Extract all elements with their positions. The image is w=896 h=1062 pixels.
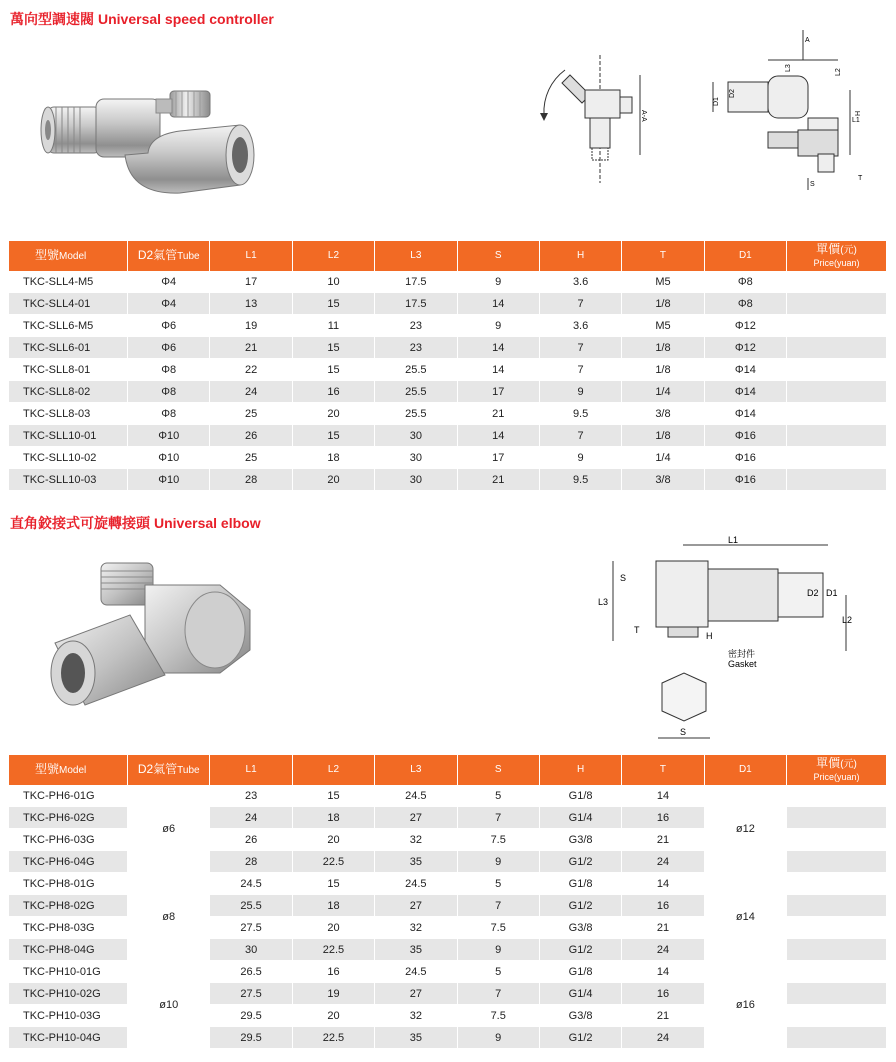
table-cell: ø8	[128, 873, 210, 961]
table-cell: G1/2	[539, 851, 621, 873]
diagram1-label-a: A	[805, 37, 810, 44]
universal-elbow-table	[9, 755, 886, 1049]
price-cell	[787, 1027, 886, 1049]
table-cell: 30	[375, 469, 457, 491]
table-cell: 25.5	[375, 359, 457, 381]
col-l3: L3	[375, 755, 457, 785]
table-cell	[787, 315, 886, 337]
table-cell: Φ16	[704, 469, 786, 491]
diagram2-label-d2: D2	[807, 588, 819, 598]
table-cell: G1/4	[539, 983, 621, 1005]
table-cell: 21	[210, 337, 292, 359]
table-cell: 9	[457, 315, 539, 337]
table-cell: 7.5	[457, 917, 539, 939]
table-cell: 7.5	[457, 829, 539, 851]
table-cell: 14	[622, 961, 704, 983]
table-cell: 35	[375, 939, 457, 961]
table-cell	[787, 381, 886, 403]
table-cell: 27.5	[210, 917, 292, 939]
table-cell: TKC-PH10-01G	[9, 961, 128, 983]
table-cell: 16	[622, 895, 704, 917]
table-cell: G3/8	[539, 829, 621, 851]
table-cell: 7	[539, 359, 621, 381]
table-row	[9, 315, 886, 337]
col-l2: L2	[292, 755, 374, 785]
diagram2-label-d1: D1	[826, 588, 838, 598]
section2-title	[10, 513, 261, 533]
table-cell: 7	[457, 807, 539, 829]
table-cell: TKC-PH10-02G	[9, 983, 128, 1005]
speed-controller-diagram-dims	[708, 30, 878, 190]
table-cell: 9	[539, 447, 621, 469]
table-cell: TKC-PH8-03G	[9, 917, 128, 939]
col-model: 型號Model	[9, 755, 128, 785]
table-cell: Φ12	[704, 337, 786, 359]
table-cell: TKC-PH6-01G	[9, 785, 128, 807]
diagram1-label-l3: L3	[785, 64, 792, 72]
table-cell: 16	[622, 983, 704, 1005]
table-cell: 24.5	[375, 785, 457, 807]
table-cell: 17.5	[375, 271, 457, 293]
col-d2-tube: D2氣管Tube	[128, 241, 210, 271]
table-cell: 24.5	[210, 873, 292, 895]
table-cell: TKC-PH10-03G	[9, 1005, 128, 1027]
table-cell: 25	[210, 403, 292, 425]
col-l3: L3	[375, 241, 457, 271]
col-l1: L1	[210, 241, 292, 271]
table-cell: TKC-SLL8-03	[9, 403, 128, 425]
section1-title	[10, 9, 274, 29]
table-cell: 25.5	[210, 895, 292, 917]
table-cell: 1/8	[622, 337, 704, 359]
table-cell: Φ16	[704, 447, 786, 469]
table-cell: Φ10	[128, 447, 210, 469]
table-row	[9, 447, 886, 469]
table-cell: 17.5	[375, 293, 457, 315]
table-cell: 20	[292, 917, 374, 939]
table-cell: G1/2	[539, 895, 621, 917]
table-cell: 24.5	[375, 873, 457, 895]
table-cell: G1/2	[539, 939, 621, 961]
table-cell: TKC-SLL6-M5	[9, 315, 128, 337]
table-cell: 15	[292, 359, 374, 381]
table-cell: 9	[457, 1027, 539, 1049]
price-cell	[787, 829, 886, 851]
table-cell: Φ4	[128, 271, 210, 293]
diagram1-label-s: S	[810, 181, 815, 188]
table-cell: 7	[539, 425, 621, 447]
table-cell: 18	[292, 447, 374, 469]
table-cell: Φ8	[128, 381, 210, 403]
table-cell: 23	[375, 315, 457, 337]
table-cell: 17	[457, 381, 539, 403]
diagram1-label-aa: A-A	[640, 110, 647, 122]
section2-title-cn: 直角鉸接式可旋轉接頭	[10, 515, 150, 531]
diagram2-label-l2: L2	[842, 615, 853, 625]
table-cell: 35	[375, 1027, 457, 1049]
table-row	[9, 381, 886, 403]
diagram1-label-d2: D2	[729, 89, 736, 98]
diagram1-label-l1: L1	[852, 117, 860, 124]
table-cell: 19	[292, 983, 374, 1005]
table-cell: 15	[292, 785, 374, 807]
table-cell: G1/8	[539, 961, 621, 983]
col-s: S	[457, 241, 539, 271]
table-cell: 30	[210, 939, 292, 961]
table-cell: 17	[210, 271, 292, 293]
table-cell: 24	[622, 939, 704, 961]
table-row	[9, 961, 886, 983]
table-cell: 24	[622, 1027, 704, 1049]
table-cell	[787, 271, 886, 293]
diagram1-label-t: T	[858, 175, 863, 182]
table-cell: TKC-SLL6-01	[9, 337, 128, 359]
table-cell: 15	[292, 425, 374, 447]
price-cell	[787, 983, 886, 1005]
table-cell	[787, 425, 886, 447]
table-cell: M5	[622, 271, 704, 293]
table-cell: 14	[457, 337, 539, 359]
table-cell: 7	[457, 983, 539, 1005]
table-cell: 21	[622, 1005, 704, 1027]
table-cell: 5	[457, 785, 539, 807]
col-h: H	[539, 755, 621, 785]
table-cell	[787, 447, 886, 469]
price-cell	[787, 873, 886, 895]
table-cell: 14	[457, 425, 539, 447]
table-cell: 22.5	[292, 939, 374, 961]
table-cell: 1/4	[622, 381, 704, 403]
table-cell: 22	[210, 359, 292, 381]
diagram2-label-l1: L1	[728, 535, 739, 545]
table-cell: 21	[457, 469, 539, 491]
table-cell: 21	[622, 917, 704, 939]
table-cell: TKC-SLL8-02	[9, 381, 128, 403]
table-cell: 1/8	[622, 425, 704, 447]
section1-title-en: Universal speed controller	[98, 11, 274, 27]
table-cell: ø12	[704, 785, 786, 873]
table-cell: 25.5	[375, 381, 457, 403]
table-cell: 15	[292, 293, 374, 315]
table-cell: 14	[622, 873, 704, 895]
table-cell	[787, 469, 886, 491]
table-cell: 26	[210, 829, 292, 851]
table-cell: 14	[622, 785, 704, 807]
table-cell: 18	[292, 895, 374, 917]
table-cell: 3.6	[539, 315, 621, 337]
table-cell: 16	[292, 381, 374, 403]
table-cell: 24	[210, 807, 292, 829]
table-cell: 23	[375, 337, 457, 359]
table-cell: 1/4	[622, 447, 704, 469]
table-cell: 13	[210, 293, 292, 315]
table-cell: 3/8	[622, 403, 704, 425]
table-cell: 35	[375, 851, 457, 873]
price-cell	[787, 895, 886, 917]
table-row	[9, 359, 886, 381]
col-d1: D1	[704, 241, 786, 271]
table-row	[9, 271, 886, 293]
col-d1: D1	[704, 755, 786, 785]
price-cell	[787, 917, 886, 939]
table-row	[9, 873, 886, 895]
table-cell: TKC-PH6-02G	[9, 807, 128, 829]
price-cell	[787, 1005, 886, 1027]
table-cell: G3/8	[539, 1005, 621, 1027]
table-cell: Φ4	[128, 293, 210, 315]
table-cell: 1/8	[622, 359, 704, 381]
table-cell	[787, 337, 886, 359]
speed-controller-diagram-side	[530, 55, 665, 185]
table-cell: TKC-PH6-04G	[9, 851, 128, 873]
section2-title-en: Universal elbow	[154, 515, 261, 531]
table2-header-row	[9, 755, 886, 785]
table-cell: ø14	[704, 873, 786, 961]
col-price: 單價(元) Price(yuan)	[787, 755, 886, 785]
table-cell: Φ8	[704, 271, 786, 293]
table-cell: Φ8	[704, 293, 786, 315]
price-cell	[787, 851, 886, 873]
table-cell: 22.5	[292, 1027, 374, 1049]
table-cell: TKC-SLL4-01	[9, 293, 128, 315]
price-cell	[787, 785, 886, 807]
table-cell: 14	[457, 293, 539, 315]
table-cell: 29.5	[210, 1027, 292, 1049]
table-cell: G1/4	[539, 807, 621, 829]
table-cell: 19	[210, 315, 292, 337]
table-cell: 1/8	[622, 293, 704, 315]
section1-title-cn: 萬向型調速閥	[10, 11, 94, 27]
table-cell: 32	[375, 1005, 457, 1027]
table-cell: TKC-PH8-02G	[9, 895, 128, 917]
table-cell: G1/2	[539, 1027, 621, 1049]
table-cell: ø6	[128, 785, 210, 873]
table-cell: 27	[375, 895, 457, 917]
table-cell: 15	[292, 337, 374, 359]
table-cell: 24.5	[375, 961, 457, 983]
col-l1: L1	[210, 755, 292, 785]
table-cell: 29.5	[210, 1005, 292, 1027]
table-cell: 25	[210, 447, 292, 469]
table-cell: 16	[292, 961, 374, 983]
table-cell: G1/8	[539, 873, 621, 895]
table-cell: Φ6	[128, 315, 210, 337]
universal-elbow-photo	[45, 555, 265, 715]
table-cell: 22.5	[292, 851, 374, 873]
diagram2-label-s: S	[620, 573, 627, 583]
table-cell: TKC-SLL4-M5	[9, 271, 128, 293]
table-cell: 24	[622, 851, 704, 873]
diagram1-label-l2: L2	[835, 68, 842, 76]
table-row	[9, 337, 886, 359]
table-cell: 21	[457, 403, 539, 425]
table-cell: TKC-SLL10-02	[9, 447, 128, 469]
table-cell: Φ14	[704, 359, 786, 381]
table-cell: 9	[457, 271, 539, 293]
table-cell: 9	[457, 851, 539, 873]
col-h: H	[539, 241, 621, 271]
table-cell: TKC-SLL10-03	[9, 469, 128, 491]
table-cell: ø16	[704, 961, 786, 1049]
table-cell: TKC-PH10-04G	[9, 1027, 128, 1049]
table-cell: 18	[292, 807, 374, 829]
table-cell	[787, 293, 886, 315]
table-cell: Φ14	[704, 381, 786, 403]
table-row	[9, 293, 886, 315]
table-cell: 26.5	[210, 961, 292, 983]
table-cell: TKC-SLL8-01	[9, 359, 128, 381]
table-cell: 21	[622, 829, 704, 851]
table-cell: 15	[292, 873, 374, 895]
table-cell: M5	[622, 315, 704, 337]
speed-controller-table	[9, 241, 886, 491]
table-cell	[787, 359, 886, 381]
table-cell: 26	[210, 425, 292, 447]
table-cell: 11	[292, 315, 374, 337]
diagram2-label-t: T	[634, 625, 640, 635]
table-cell: 17	[457, 447, 539, 469]
price-cell	[787, 939, 886, 961]
speed-controller-photo	[30, 75, 260, 210]
table-cell: Φ8	[128, 359, 210, 381]
table-row	[9, 785, 886, 807]
table-cell: 7.5	[457, 1005, 539, 1027]
table-cell	[787, 403, 886, 425]
diagram2-label-gasket-en: Gasket	[728, 659, 757, 669]
table-cell: 28	[210, 469, 292, 491]
table-row	[9, 403, 886, 425]
table-cell: 20	[292, 829, 374, 851]
table-cell: TKC-PH6-03G	[9, 829, 128, 851]
col-t: T	[622, 241, 704, 271]
universal-elbow-diagram	[598, 533, 860, 741]
table-cell: Φ14	[704, 403, 786, 425]
table-cell: G1/8	[539, 785, 621, 807]
table-cell: 27	[375, 807, 457, 829]
col-model: 型號Model	[9, 241, 128, 271]
table-cell: Φ12	[704, 315, 786, 337]
diagram2-label-s2: S	[680, 727, 687, 737]
table-cell: Φ8	[128, 403, 210, 425]
table-cell: 28	[210, 851, 292, 873]
table-cell: G3/8	[539, 917, 621, 939]
table-cell: 7	[539, 293, 621, 315]
table-cell: Φ10	[128, 469, 210, 491]
table-cell: ø10	[128, 961, 210, 1049]
price-cell	[787, 807, 886, 829]
diagram1-label-d1: D1	[713, 97, 720, 106]
table1-header-row	[9, 241, 886, 271]
table-cell: 27.5	[210, 983, 292, 1005]
table-cell: 25.5	[375, 403, 457, 425]
col-l2: L2	[292, 241, 374, 271]
table-cell: 10	[292, 271, 374, 293]
table-cell: 30	[375, 447, 457, 469]
col-price: 單價(元) Price(yuan)	[787, 241, 886, 271]
table-row	[9, 469, 886, 491]
table-cell: 27	[375, 983, 457, 1005]
diagram2-label-h: H	[706, 631, 713, 641]
diagram2-label-gasket-cn: 密封件	[728, 649, 756, 659]
table-cell: TKC-PH8-04G	[9, 939, 128, 961]
table-cell: 7	[539, 337, 621, 359]
col-d2-tube: D2氣管Tube	[128, 755, 210, 785]
table-cell: 16	[622, 807, 704, 829]
table-cell: 9.5	[539, 403, 621, 425]
diagram1-label-h: H	[855, 110, 862, 116]
table-cell: 7	[457, 895, 539, 917]
table-cell: Φ16	[704, 425, 786, 447]
table-cell: 9	[539, 381, 621, 403]
table-cell: 3.6	[539, 271, 621, 293]
table-row	[9, 425, 886, 447]
table-cell: 32	[375, 829, 457, 851]
table-cell: 5	[457, 961, 539, 983]
table-cell: 24	[210, 381, 292, 403]
table-cell: 20	[292, 1005, 374, 1027]
table-cell: 32	[375, 917, 457, 939]
table-cell: 14	[457, 359, 539, 381]
table-cell: Φ10	[128, 425, 210, 447]
table-cell: 30	[375, 425, 457, 447]
col-t: T	[622, 755, 704, 785]
table-cell: 9.5	[539, 469, 621, 491]
diagram2-label-l3: L3	[598, 597, 609, 607]
table-cell: 5	[457, 873, 539, 895]
table-cell: TKC-SLL10-01	[9, 425, 128, 447]
table-cell: 9	[457, 939, 539, 961]
table-cell: 23	[210, 785, 292, 807]
col-s: S	[457, 755, 539, 785]
table-cell: 3/8	[622, 469, 704, 491]
table-cell: 20	[292, 469, 374, 491]
price-cell	[787, 961, 886, 983]
table-cell: TKC-PH8-01G	[9, 873, 128, 895]
table-cell: Φ6	[128, 337, 210, 359]
table-cell: 20	[292, 403, 374, 425]
